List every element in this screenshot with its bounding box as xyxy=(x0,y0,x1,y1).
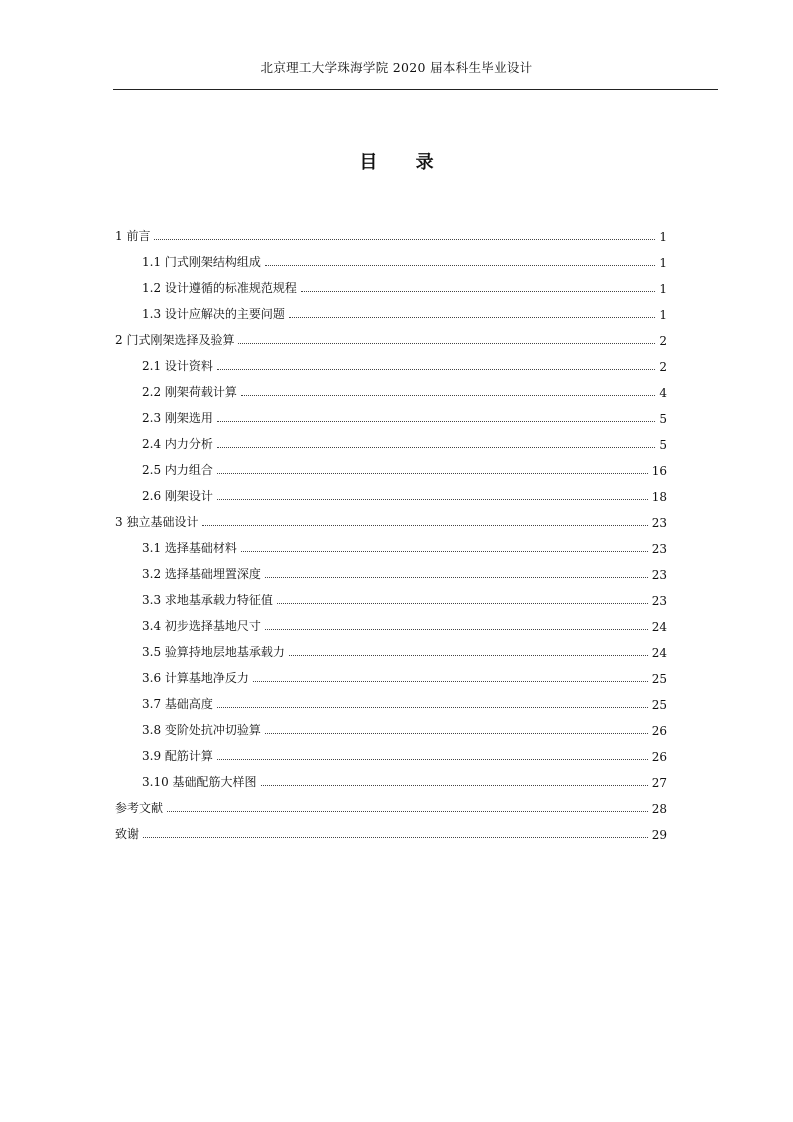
toc-entry-page: 25 xyxy=(651,698,667,712)
toc-entry-label: 3.3 求地基承载力特征值 xyxy=(142,593,273,607)
toc-entry-label: 3 独立基础设计 xyxy=(115,515,199,529)
running-header: 北京理工大学珠海学院 2020 届本科生毕业设计 xyxy=(260,60,533,75)
toc-entry[interactable] xyxy=(142,718,667,738)
toc-entry-label: 3.5 验算持地层地基承载力 xyxy=(142,645,285,659)
toc-entry-page: 5 xyxy=(659,438,667,452)
toc-entry[interactable] xyxy=(115,822,667,842)
toc-entry-label: 1 前言 xyxy=(115,229,151,243)
toc-entry-label: 3.10 基础配筋大样图 xyxy=(142,775,257,789)
toc-leader-dots xyxy=(241,551,648,552)
toc-entry[interactable] xyxy=(142,588,667,608)
toc-leader-dots xyxy=(238,343,655,344)
page-title: 目 录 xyxy=(359,152,450,173)
toc-entry-page: 16 xyxy=(651,464,667,478)
toc-entry[interactable] xyxy=(142,354,667,374)
toc-entry-label: 3.6 计算基地净反力 xyxy=(142,671,249,685)
toc-entry[interactable] xyxy=(142,406,667,426)
toc-entry[interactable] xyxy=(142,484,667,504)
toc-leader-dots xyxy=(217,707,648,708)
toc-leader-dots xyxy=(154,239,655,240)
toc-leader-dots xyxy=(253,681,648,682)
toc-entry-label: 2.5 内力组合 xyxy=(142,463,213,477)
toc-entry-page: 29 xyxy=(651,828,667,842)
toc-entry-page: 24 xyxy=(651,620,667,634)
toc-leader-dots xyxy=(217,499,648,500)
toc-entry-label: 3.4 初步选择基地尺寸 xyxy=(142,619,261,633)
toc-leader-dots xyxy=(217,447,655,448)
toc-leader-dots xyxy=(265,629,648,630)
toc-entry-label: 致谢 xyxy=(115,827,140,841)
toc-entry-label: 2 门式刚架选择及验算 xyxy=(115,333,235,347)
toc-entry-page: 23 xyxy=(651,568,667,582)
toc-entry-page: 4 xyxy=(659,386,667,400)
toc-leader-dots xyxy=(265,265,655,266)
toc-entry-page: 2 xyxy=(659,360,667,374)
header-divider xyxy=(113,89,718,90)
toc-leader-dots xyxy=(289,317,655,318)
toc-entry[interactable] xyxy=(142,666,667,686)
toc-leader-dots xyxy=(265,577,648,578)
toc-entry[interactable] xyxy=(142,692,667,712)
toc-leader-dots xyxy=(217,759,648,760)
toc-leader-dots xyxy=(217,421,655,422)
toc-entry[interactable] xyxy=(115,510,667,530)
toc-entry-page: 23 xyxy=(651,516,667,530)
toc-leader-dots xyxy=(143,837,648,838)
toc-entry-page: 28 xyxy=(651,802,667,816)
toc-entry-page: 26 xyxy=(651,750,667,764)
toc-entry-page: 2 xyxy=(659,334,667,348)
toc-entry-page: 18 xyxy=(651,490,667,504)
toc-entry[interactable] xyxy=(142,302,667,322)
toc-entry[interactable] xyxy=(115,224,667,244)
toc-entry-page: 1 xyxy=(659,308,667,322)
toc-entry-label: 2.6 刚架设计 xyxy=(142,489,213,503)
toc-leader-dots xyxy=(277,603,648,604)
toc-leader-dots xyxy=(301,291,655,292)
toc-entry-label: 1.3 设计应解决的主要问题 xyxy=(142,307,285,321)
toc-entry[interactable] xyxy=(142,640,667,660)
toc-entry-label: 参考文献 xyxy=(115,801,164,815)
toc-entry-label: 1.1 门式刚架结构组成 xyxy=(142,255,261,269)
toc-entry[interactable] xyxy=(142,770,667,790)
toc-entry-page: 25 xyxy=(651,672,667,686)
toc-leader-dots xyxy=(261,785,648,786)
toc-entry-label: 3.7 基础高度 xyxy=(142,697,213,711)
toc-entry-page: 27 xyxy=(651,776,667,790)
toc-leader-dots xyxy=(241,395,655,396)
toc-leader-dots xyxy=(217,473,648,474)
toc-leader-dots xyxy=(265,733,648,734)
toc-entry-label: 2.1 设计资料 xyxy=(142,359,213,373)
toc-entry-label: 2.4 内力分析 xyxy=(142,437,213,451)
toc-entry-label: 3.1 选择基础材料 xyxy=(142,541,237,555)
toc-entry-page: 23 xyxy=(651,542,667,556)
toc-entry-page: 1 xyxy=(659,256,667,270)
toc-entry[interactable] xyxy=(115,328,667,348)
toc-entry-label: 1.2 设计遵循的标准规范规程 xyxy=(142,281,297,295)
toc-entry-page: 23 xyxy=(651,594,667,608)
toc-leader-dots xyxy=(167,811,648,812)
toc-leader-dots xyxy=(289,655,648,656)
toc-entry[interactable] xyxy=(142,432,667,452)
toc-entry[interactable] xyxy=(142,276,667,296)
toc-entry[interactable] xyxy=(142,380,667,400)
toc-entry[interactable] xyxy=(142,562,667,582)
toc-entry-label: 3.9 配筋计算 xyxy=(142,749,213,763)
toc-entry[interactable] xyxy=(142,536,667,556)
toc-entry[interactable] xyxy=(115,796,667,816)
toc-entry[interactable] xyxy=(142,614,667,634)
toc-leader-dots xyxy=(202,525,647,526)
toc-leader-dots xyxy=(217,369,655,370)
toc-entry[interactable] xyxy=(142,744,667,764)
toc-entry-label: 3.2 选择基础埋置深度 xyxy=(142,567,261,581)
toc-entry-page: 26 xyxy=(651,724,667,738)
toc-entry-page: 5 xyxy=(659,412,667,426)
toc-entry[interactable] xyxy=(142,250,667,270)
toc-entry-label: 2.2 刚架荷载计算 xyxy=(142,385,237,399)
toc-entry-page: 24 xyxy=(651,646,667,660)
toc-entry[interactable] xyxy=(142,458,667,478)
toc-entry-page: 1 xyxy=(659,282,667,296)
toc-entry-label: 2.3 刚架选用 xyxy=(142,411,213,425)
toc-entry-page: 1 xyxy=(659,230,667,244)
toc-entry-label: 3.8 变阶处抗冲切验算 xyxy=(142,723,261,737)
